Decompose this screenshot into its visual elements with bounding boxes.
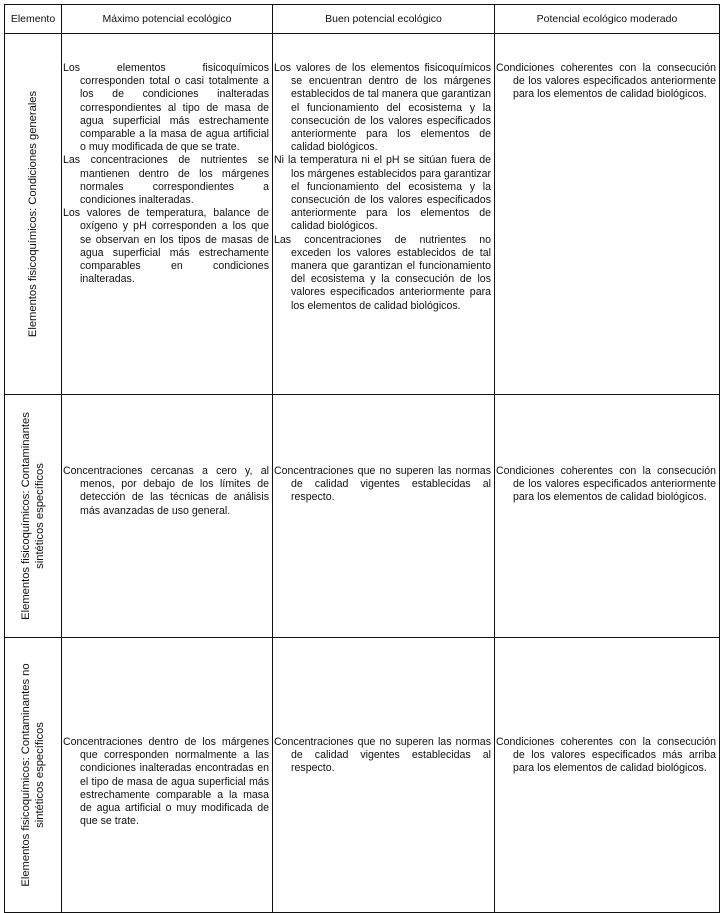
cell-paragraph: Las concentraciones de nutrientes no exceden los valores establecidos de tal manera que garantizan el funcionamiento del ecosistema y la consecución de los valores especificados anteriormente para los elementos de calidad biológicos. <box>274 233 491 312</box>
header-moderate-potential: Potencial ecológico moderado <box>495 5 720 34</box>
table-row <box>5 34 720 395</box>
row-element-cell <box>5 395 62 638</box>
moderate-potential-cell <box>495 395 720 638</box>
cell-paragraph: Condiciones coherentes con la consecución de los valores especificados anteriormente para los elementos de calidad biológicos. <box>496 465 716 504</box>
cell-paragraph: Los elementos fisicoquímicos corresponden total o casi totalmente a los de condiciones inalteradas correspondientes al tipo de masa de agua superficial más estrechamente comparable a la masa de agua artificial o muy modificada de que se trate. <box>63 62 269 154</box>
cell-paragraph: Concentraciones cercanas a cero y, al menos, por debajo de los límites de detección de las técnicas de análisis más avanzadas de uso general. <box>63 465 269 517</box>
cell-paragraph: Concentraciones dentro de los márgenes que corresponden normalmente a las condiciones inalteradas encontradas en el tipo de masa de agua superficial más estrechamente comparable a la masa de agua artificial o muy modificada de que se trate. <box>63 736 269 828</box>
cell-paragraph: Ni la temperatura ni el pH se sitúan fuera de los márgenes establecidos para garantizar el funcionamiento del ecosistema y la consecución de los valores especificados anteriormente para los elementos de calidad biológicos. <box>274 154 491 233</box>
header-max-potential: Máximo potencial ecológico <box>62 5 273 34</box>
good-potential-cell <box>273 395 495 638</box>
max-potential-cell <box>62 395 273 638</box>
row-element-label: Elementos fisicoquímicos: Contaminantes no sintéticos específicos <box>20 663 46 887</box>
cell-paragraph: Las concentraciones de nutrientes se mantienen dentro de los márgenes normales correspondientes a condiciones inalteradas. <box>63 154 269 207</box>
good-potential-cell <box>273 638 495 913</box>
cell-paragraph: Concentraciones que no superen las normas de calidad vigentes establecidas al respecto. <box>274 465 491 504</box>
ecological-potential-table <box>4 4 720 913</box>
moderate-potential-cell <box>495 34 720 395</box>
row-element-cell <box>5 638 62 913</box>
header-row <box>5 5 720 34</box>
table-row <box>5 638 720 913</box>
cell-paragraph: Concentraciones que no superen las normas de calidad vigentes establecidas al respecto. <box>274 736 491 775</box>
row-element-label: Elementos fisicoquímicos: Condiciones generales <box>27 90 39 338</box>
good-potential-cell <box>273 34 495 395</box>
moderate-potential-cell <box>495 638 720 913</box>
cell-paragraph: Los valores de temperatura, balance de oxígeno y pH corresponden a los que se observan en los tipos de masas de agua superficial más estrechamente comparables en condiciones inalteradas. <box>63 207 269 286</box>
row-element-label: Elementos fisicoquímicos: Contaminantes sintéticos específicos <box>20 412 46 620</box>
table-row <box>5 395 720 638</box>
cell-paragraph: Los valores de los elementos fisicoquímicos se encuentran dentro de los márgenes establecidos de tal manera que garantizan el funcionamiento del ecosistema y la consecución de los valores especificados anteriormente para los elementos de calidad biológicos. <box>274 62 491 154</box>
header-element: Elemento <box>5 5 62 34</box>
cell-paragraph: Condiciones coherentes con la consecución de los valores especificados anteriormente para los elementos de calidad biológicos. <box>496 62 716 101</box>
cell-paragraph: Condiciones coherentes con la consecución de los valores especificados más arriba para los elementos de calidad biológicos. <box>496 736 716 775</box>
header-good-potential: Buen potencial ecológico <box>273 5 495 34</box>
max-potential-cell <box>62 638 273 913</box>
row-element-cell <box>5 34 62 395</box>
max-potential-cell <box>62 34 273 395</box>
